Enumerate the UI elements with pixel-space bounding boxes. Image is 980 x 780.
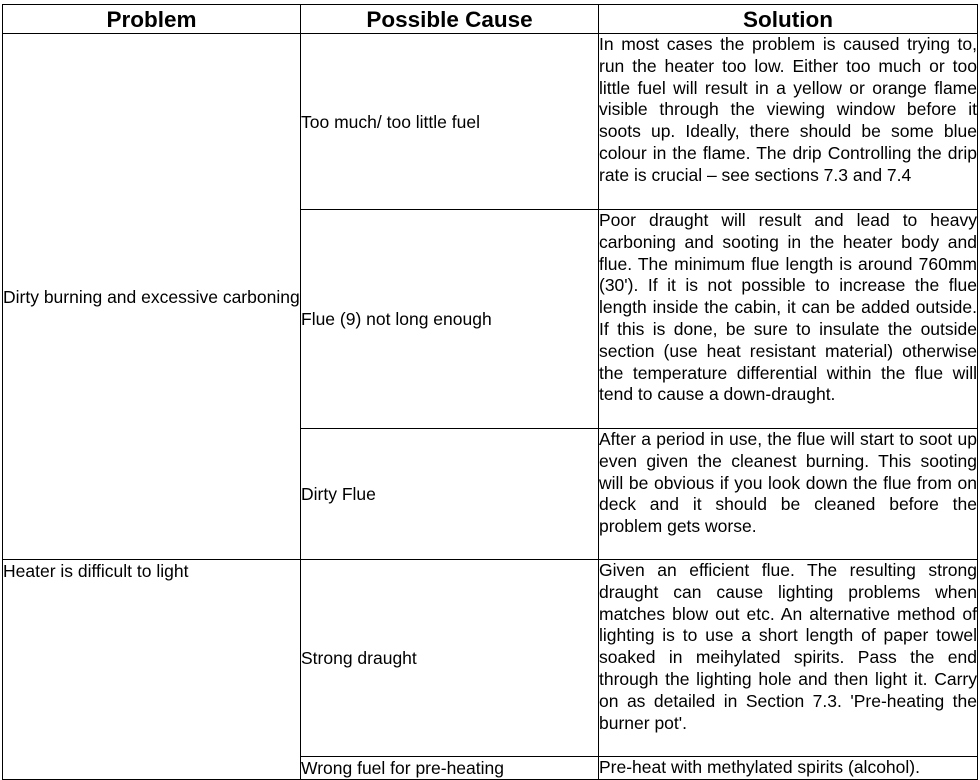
cause-cell: Flue (9) not long enough <box>301 210 599 429</box>
cause-cell: Wrong fuel for pre-heating <box>301 757 599 780</box>
solution-cell: Given an efficient flue. The resulting strong draught can cause lighting problems when matches blow out etc. An alternative method of lighting is to use a short length of paper towel soaked in meihylated spirits. Pass the end through the lighting hole and then light it. Carry on as detailed in Section 7.3. 'Pre-heating the burner pot'. <box>599 560 978 757</box>
troubleshooting-table <box>2 4 978 780</box>
solution-cell: Poor draught will result and lead to heavy carboning and sooting in the heater body and flue. The minimum flue length is around 760mm (30'). If it is not possible to increase the flue length inside the cabin, it can be added outside. If this is done, be sure to insulate the outside section (use heat resistant material) otherwise the temperature differential within the flue will tend to cause a down-draught. <box>599 210 978 429</box>
cause-cell: Strong draught <box>301 560 599 757</box>
header-problem: Problem <box>3 5 301 34</box>
header-solution: Solution <box>599 5 978 34</box>
problem-cell: Heater is difficult to light <box>3 560 301 780</box>
cause-cell: Too much/ too little fuel <box>301 34 599 210</box>
problem-cell <box>3 34 301 560</box>
table-row <box>3 34 978 210</box>
table-row <box>3 560 978 757</box>
header-possible-cause: Possible Cause <box>301 5 599 34</box>
header-row <box>3 5 978 34</box>
cause-cell: Dirty Flue <box>301 429 599 560</box>
problem-text: Dirty burning and excessive carboning <box>3 286 300 307</box>
solution-cell: After a period in use, the flue will start to soot up even given the cleanest burning. This sooting will be obvious if you look down the flue from on deck and it should be cleaned before the problem gets worse. <box>599 429 978 560</box>
solution-cell: Pre-heat with methylated spirits (alcohol). <box>599 757 978 780</box>
solution-cell: In most cases the problem is caused trying to, run the heater too low. Either too much or too little fuel will result in a yellow or orange flame visible through the viewing window before it soots up. Ideally, there should be some blue colour in the flame. The drip Controlling the drip rate is crucial – see sections 7.3 and 7.4 <box>599 34 978 210</box>
